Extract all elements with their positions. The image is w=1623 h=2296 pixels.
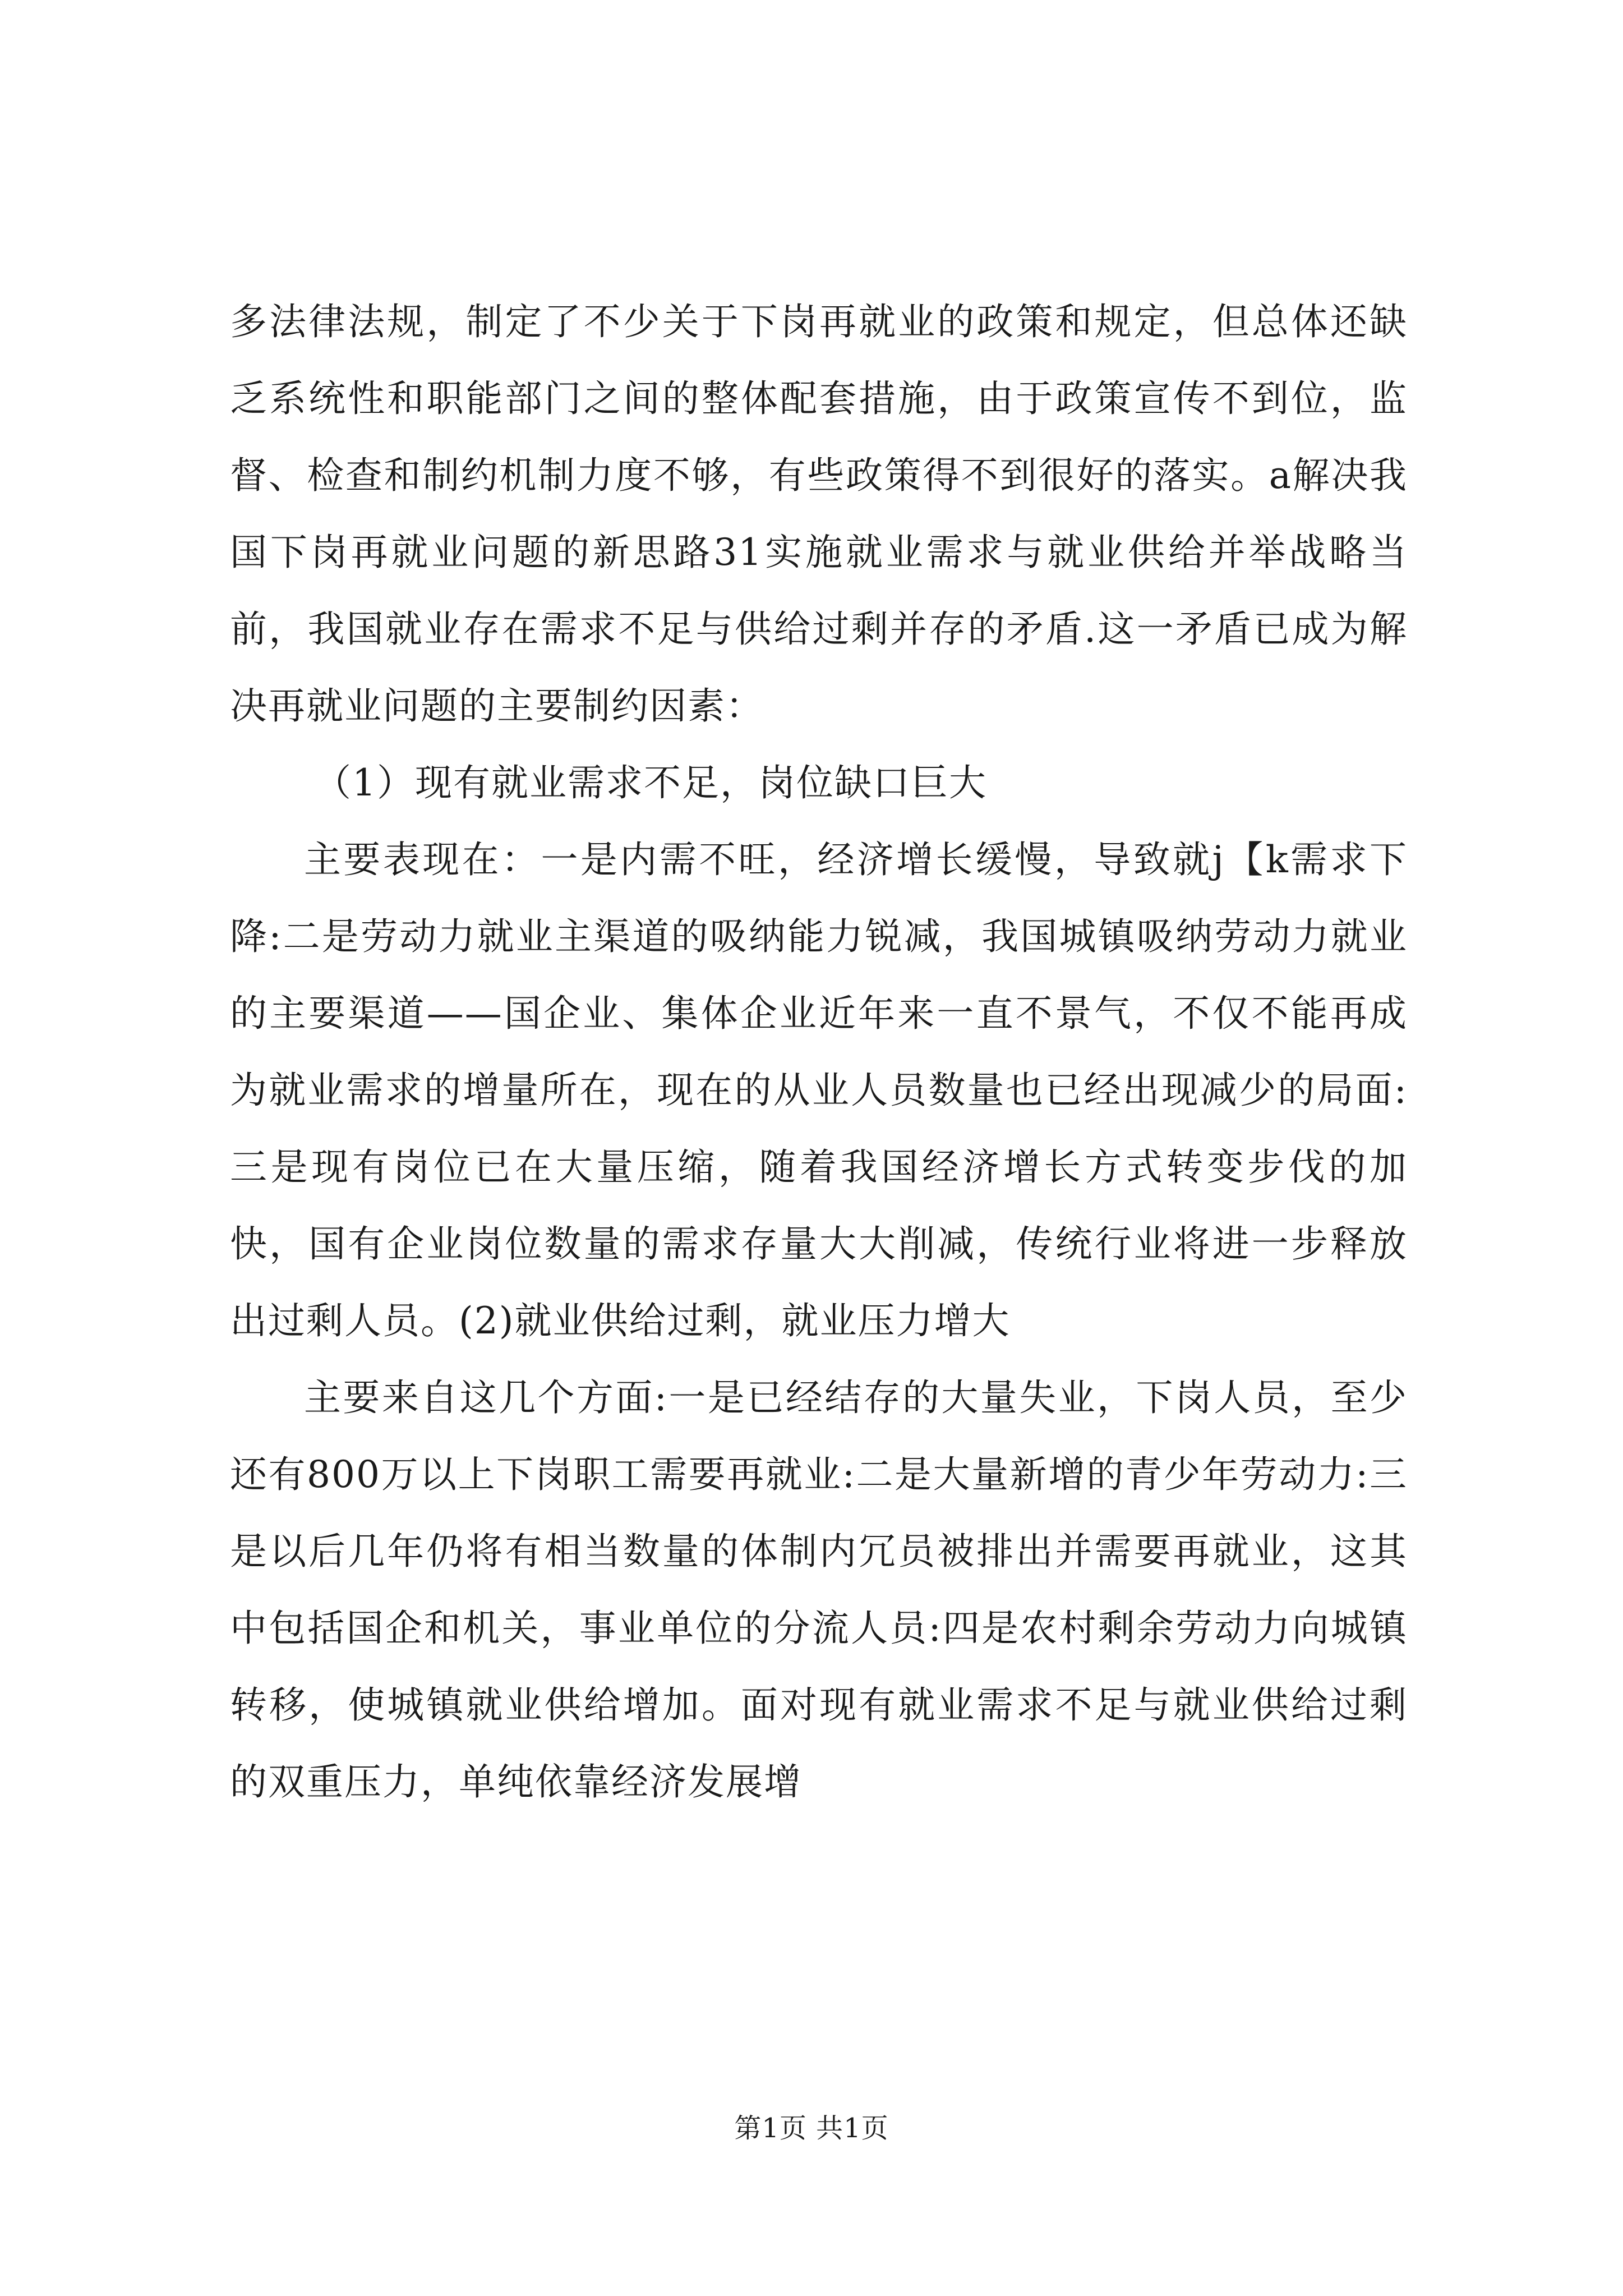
paragraph-continuation: 多法律法规，制定了不少关于下岗再就业的政策和规定，但总体还缺乏系统性和职能部门之间的整体配套措施，由于政策宣传不到位，监督、检查和制约机制力度不够，有些政策得不到很好的落实。a解决我国下岗再就业问题的新思路31实施就业需求与就业供给并举战略当前，我国就业存在需求不足与供给过剩并存的矛盾.这一矛盾已成为解决再就业问题的主要制约因素： [230, 300, 1408, 728]
paragraph-subheading-1: （1）现有就业需求不足，岗位缺口巨大 [314, 761, 987, 804]
page-footer: 第1页 共1页 [734, 2113, 889, 2144]
document-body [230, 283, 1408, 1820]
paragraph-supply-surplus: 主要来自这几个方面:一是已经结存的大量失业，下岗人员，至少还有800万以上下岗职工需要再就业:二是大量新增的青少年劳动力:三是以后几年仍将有相当数量的体制内冗员被排出并需要再就业，这其中包括国企和机关，事业单位的分流人员:四是农村剩余劳动力向城镇转移，使城镇就业供给增加。面对现有就业需求不足与就业供给过剩的双重压力，单纯依靠经济发展增 [230, 1376, 1408, 1803]
paragraph-demand-shortage: 主要表现在：一是内需不旺，经济增长缓慢，导致就j【k需求下降:二是劳动力就业主渠道的吸纳能力锐减，我国城镇吸纳劳动力就业的主要渠道——国企业、集体企业近年来一直不景气，不仅不能再成为就业需求的增量所在，现在的从业人员数量也已经出现减少的局面:三是现有岗位已在大量压缩，随着我国经济增长方式转变步伐的加快，国有企业岗位数量的需求存量大大削减，传统行业将进一步释放出过剩人员。(2)就业供给过剩，就业压力增大 [230, 838, 1408, 1342]
